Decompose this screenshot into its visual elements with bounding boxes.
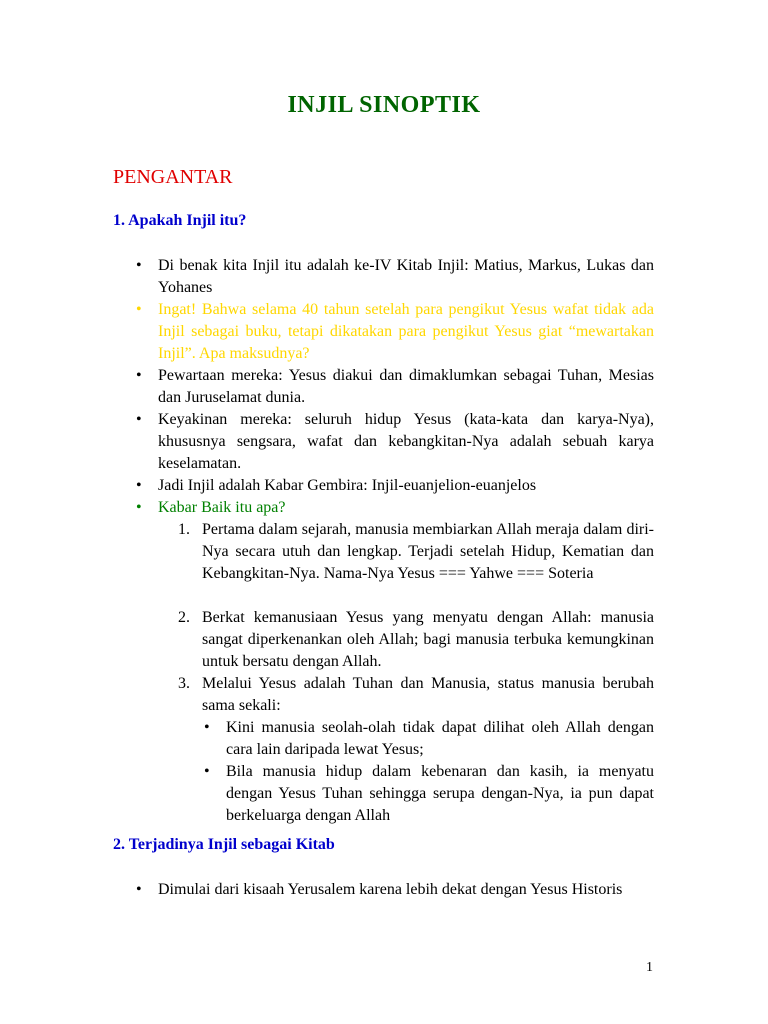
bullet-icon: • [136, 881, 142, 898]
section-intro-heading: PENGANTAR [113, 166, 233, 188]
numbered-item: 1. Pertama dalam sejarah, manusia membiarkan Allah meraja dalam diri-Nya secara utuh dan lengkap. Terjadi setelah Hidup, Kematian dan Kebangkitan-Nya. Nama-Nya Yesus === Yahwe === Soteria [178, 521, 654, 582]
question-2-heading: 2. Terjadinya Injil sebagai Kitab [113, 836, 335, 853]
bullet-icon: • [204, 763, 210, 780]
item-number: 1. [178, 521, 190, 538]
item-number: 2. [178, 609, 190, 626]
bullet-icon: • [136, 477, 142, 494]
list-item: • Di benak kita Injil itu adalah ke-IV Kitab Injil: Matius, Markus, Lukas dan Yohanes [136, 257, 654, 296]
bullet-icon: • [136, 411, 142, 428]
page-number: 1 [646, 960, 653, 975]
question-1-heading: 1. Apakah Injil itu? [113, 212, 247, 229]
sub-list-item: • Bila manusia hidup dalam kebenaran dan kasih, ia menyatu dengan Yesus Tuhan sehingga serupa dengan-Nya, ia pun dapat berkeluarga dengan Allah [204, 763, 654, 824]
list-item: • Keyakinan mereka: seluruh hidup Yesus (kata-kata dan karya-Nya), khususnya sengsara, wafat dan kebangkitan-Nya adalah sebuah karya keselamatan. [136, 411, 654, 472]
list-item: • Jadi Injil adalah Kabar Gembira: Injil-euanjelion-euanjelos [158, 475, 654, 497]
list-item-highlight-yellow: • Ingat! Bahwa selama 40 tahun setelah para pengikut Yesus wafat tidak ada Injil sebagai buku, tetapi dikatakan para pengikut Yesus giat “mewartakan Injil”. Apa maksudnya? [136, 301, 654, 362]
list-item: • Pewartaan mereka: Yesus diakui dan dimaklumkan sebagai Tuhan, Mesias dan Juruselamat dunia. [136, 367, 654, 406]
bullet-icon: • [204, 719, 210, 736]
list-item: • Dimulai dari kisaah Yerusalem karena lebih dekat dengan Yesus Historis [158, 879, 654, 901]
page-title: INJIL SINOPTIK [287, 92, 481, 118]
bullet-icon: • [136, 499, 142, 516]
numbered-item: 2. Berkat kemanusiaan Yesus yang menyatu dengan Allah: manusia sangat diperkenankan oleh Allah; bagi manusia terbuka kemungkinan untuk bersatu dengan Allah. [178, 609, 654, 670]
bullet-icon: • [136, 257, 142, 274]
numbered-item: 3. Melalui Yesus adalah Tuhan dan Manusia, status manusia berubah sama sekali: [178, 675, 654, 714]
list-item-highlight-green: • Kabar Baik itu apa? [158, 497, 654, 519]
bullet-icon: • [136, 367, 142, 384]
bullet-icon: • [136, 301, 142, 318]
item-number: 3. [178, 675, 190, 692]
sub-list-item: • Kini manusia seolah-olah tidak dapat dilihat oleh Allah dengan cara lain daripada lewat Yesus; [204, 719, 654, 758]
